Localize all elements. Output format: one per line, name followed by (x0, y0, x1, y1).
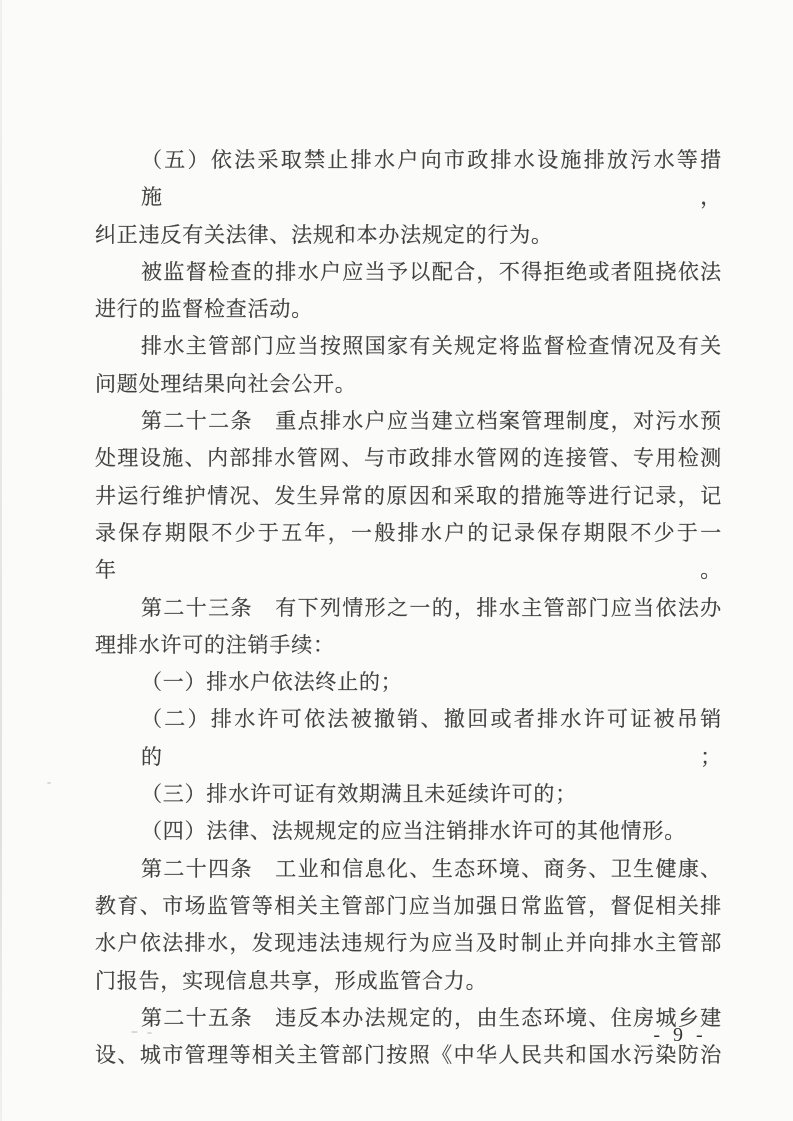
text-line: 纠正违反有关法律、法规和本办法规定的行为。 (95, 222, 553, 247)
text-line: 第二十三条 有下列情形之一的，排水主管部门应当依法办 (141, 595, 722, 620)
text-line: （二）排水许可依法被撤销、撤回或者排水许可证被吊销的； (141, 707, 722, 769)
text-line: 第二十四条 工业和信息化、生态环境、商务、卫生健康、 (141, 856, 722, 881)
text-line: 理排水许可的注销手续： (95, 632, 335, 657)
text-line: 水户依法排水，发现违法违规行为应当及时制止并向排水主管部 (95, 931, 722, 956)
text-line: 第二十二条 重点排水户应当建立档案管理制度，对污水预 (141, 409, 722, 434)
scan-speck (47, 782, 51, 784)
text-line: （一）排水户依法终止的； (141, 670, 403, 695)
text-line: 处理设施、内部排水管网、与市政排水管网的连接管、专用检测 (95, 446, 722, 471)
text-line: 门报告，实现信息共享，形成监管合力。 (95, 968, 488, 993)
text-line: 教育、市场监管等相关主管部门应当加强日常监管，督促相关排 (95, 893, 722, 918)
text-line: 设、城市管理等相关主管部门按照《中华人民共和国水污染防治 (95, 1043, 722, 1068)
text-line: 进行的监督检查活动。 (95, 297, 313, 322)
text-line: 被监督检查的排水户应当予以配合，不得拒绝或者阻挠依法 (141, 259, 722, 284)
text-line: （四）法律、法规规定的应当注销排水许可的其他情形。 (141, 819, 686, 844)
document-body (95, 142, 722, 1074)
text-line: （五）依法采取禁止排水户向市政排水设施排放污水等措施， (141, 148, 722, 210)
text-line: （三）排水许可证有效期满且未延续许可的； (141, 782, 577, 807)
text-line: 第二十五条 违反本办法规定的，由生态环境、住房城乡建 (141, 1005, 722, 1030)
text-line: 井运行维护情况、发生异常的原因和采取的措施等进行记录，记 (95, 483, 722, 508)
text-line: 排水主管部门应当按照国家有关规定将监督检查情况及有关 (141, 334, 722, 359)
scan-edge-artifact (0, 0, 2, 1121)
page-number: - 9 - (653, 1024, 707, 1046)
text-line: 录保存期限不少于五年，一般排水户的记录保存期限不少于一年。 (95, 520, 722, 583)
text-line: 问题处理结果向社会公开。 (95, 371, 357, 396)
